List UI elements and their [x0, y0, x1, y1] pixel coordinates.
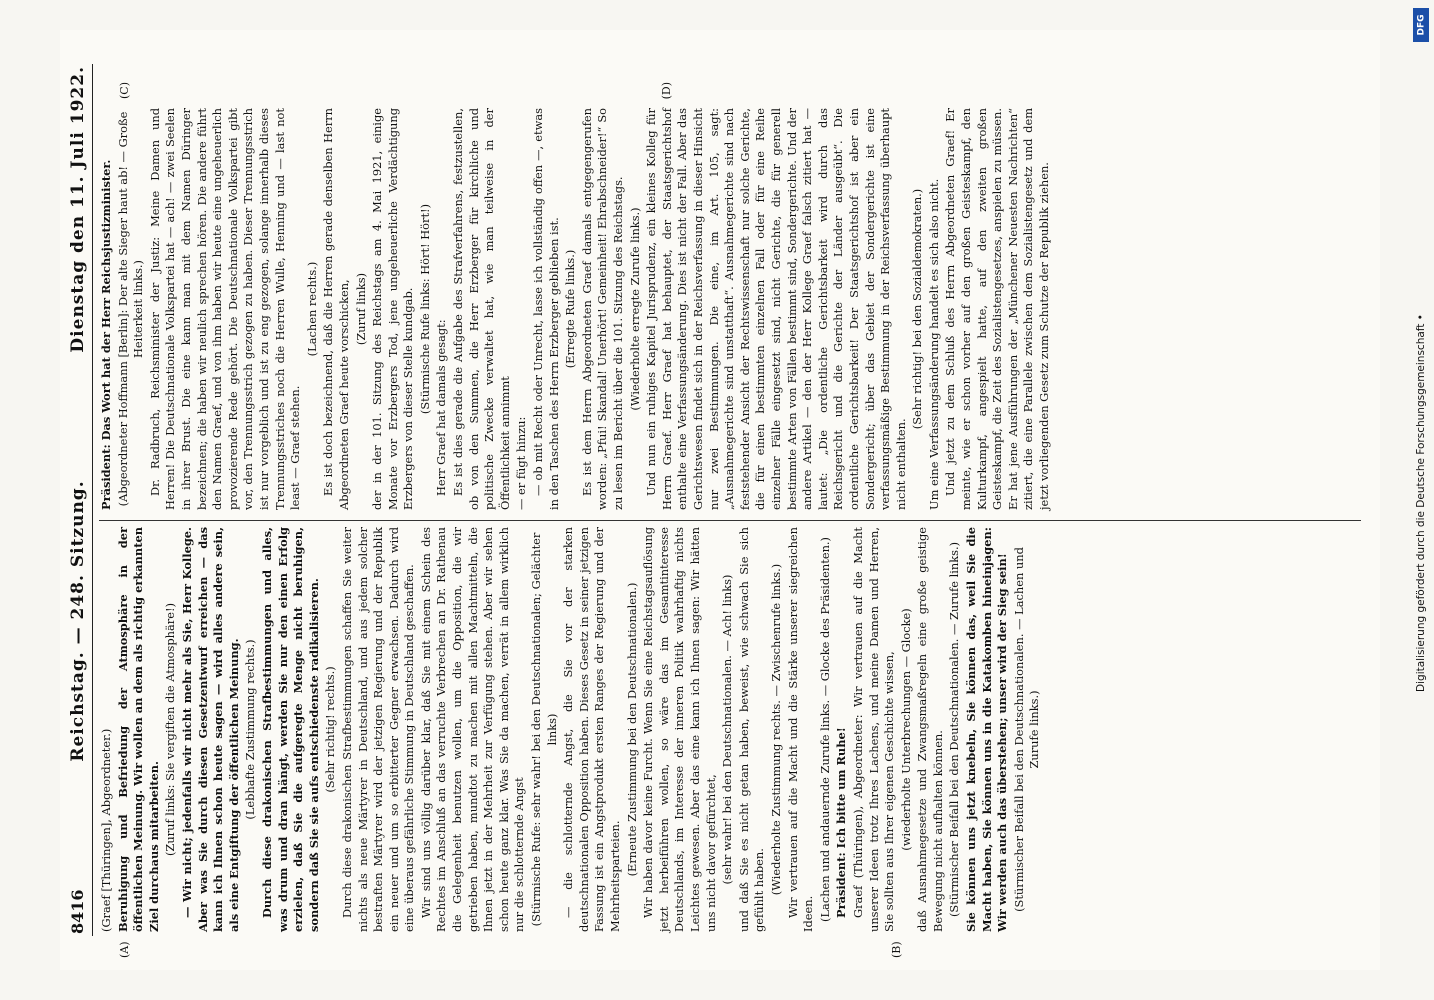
- paragraph: — Wir nicht; jedenfalls wir nicht mehr als Sie, Herr Kollege. Aber was Sie durch diesen Gesetzentwurf erreichen — das kann ich Ihnen schon heute sagen — wird alles andere sein, als eine Entgiftung der öffentlichen Meinung.: [179, 527, 241, 932]
- paragraph: (Zuruf links): [353, 272, 368, 346]
- page-title: Reichstag. — 248. Sitzung.: [68, 480, 88, 762]
- paragraph: (wiederholte Unterbrechungen — Glocke): [898, 608, 913, 851]
- paragraph: Wir vertrauen auf die Macht und die Stärke unserer siegreichen Ideen.: [785, 527, 816, 932]
- paragraph: (Graef [Thüringen], Abgeordneter.): [99, 728, 113, 932]
- paragraph: (Erneute Zustimmung bei den Deutschnationalen.): [624, 582, 639, 877]
- paragraph: (Erregte Rufe links.): [563, 249, 578, 369]
- paragraph: — er fügt hinzu:: [514, 416, 529, 510]
- margin-marker-c: (C): [118, 82, 131, 99]
- page-header: [68, 64, 93, 936]
- paragraph: Sie können uns jetzt knebeln, Sie können das, weil Sie die Macht haben, Sie können uns in die Katakomben hineinjagen: Wir werden auch das überstehen; unser wird der Sieg sein!: [964, 527, 1010, 932]
- left-column: [99, 520, 1361, 960]
- paragraph: — ob mit Recht oder Unrecht, lasse ich vollständig offen —, etwas in den Taschen des Herrn Erzberger geblieben ist.: [531, 108, 561, 510]
- paragraph: (Wiederholte Zustimmung rechts. — Zwischenrufe links.): [768, 563, 783, 896]
- paragraph: Präsident: Das Wort hat der Herr Reichsjustizminister.: [99, 159, 113, 510]
- text-columns: [99, 40, 1361, 960]
- paragraph: Es ist doch bezeichnend, daß die Herren gerade denselben Herrn Abgeordneten Graef heute vorschicken,: [321, 108, 351, 510]
- paragraph: Dr. Radbruch, Reichsminister der Justiz: Meine Damen und Herren! Die Deutschnationale Volkspartei hat — ach! — zwei Seelen in ihrer Brust. Die eine kann man mit dem Namen Düringer bezeichnen; die haben wir neulich sprechen hören. Die andere führt den Namen Graef, und von ihm haben wir heute eine ungeheuerlich provozierende Rede gehört. Die Deutschnationale Volkspartei gibt vor, den Trennungsstrich gezogen zu haben. Dieser Trennungsstrich ist nur vorgeblich und ist zu eng gezogen, solange innerhalb dieses Trennungsstriches noch die Herren Wulle, Henning und — last not least — Graef stehen.: [147, 108, 303, 510]
- paragraph: Herr Graef hat damals gesagt:: [434, 319, 449, 496]
- margin-marker-a: (A): [118, 941, 131, 958]
- paragraph: Beruhigung und Befriedung der Atmosphäre in der öffentlichen Meinung. Wir wollen an dem als richtig erkannten Ziel durchaus mitarbeiten.: [115, 527, 161, 932]
- paragraph: Durch diese drakonischen Strafbestimmungen schaffen Sie weiter nichts als neue Märtyrer in Deutschland, und aus jedem solcher bestraften Märtyrer wird der jetzigen Regierung und der Republik ein neuer und um so erbitterter Gegner erwachsen. Dadurch wird eine überaus gefährliche Stimmung in Deutschland geschaffen.: [339, 527, 417, 932]
- paragraph: Und jetzt zu dem Schluß des Herrn Abgeordneten Graef! Er meinte, wie er schon vorher auf den großen Geisteskampf, den Kulturkampf, angespielt hatte, auf den zweiten großen Geisteskampf, die Zeit des Sozialistengesetzes, anspielen zu müssen. Er hat jene Ausführungen der „Münchener Neuesten Nachrichten“ zitiert, die eine Parallele zwischen dem Sozialistengesetz und dem jetzt vorliegenden Gesetz zum Schutze der Republik ziehen.: [943, 108, 1052, 510]
- paragraph: Präsident: Ich bitte um Ruhe!: [834, 727, 849, 918]
- paragraph: — die schlotternde Angst, die Sie vor der starken deutschnationalen Opposition haben. Dieses Gesetz in seiner jetzigen Fassung ist ein Angstprodukt ersten Ranges der Regierung und der Mehrheitsparteien.: [561, 527, 622, 932]
- paragraph: Wir haben davor keine Furcht. Wenn Sie eine Reichstagsauflösung jetzt herbeiführen wollen, so wäre das im Gesamtinteresse Deutschlands, im Interesse der inneren Politik wahrhaftig nichts Leichtes gewesen. Aber das eine kann ich Ihnen sagen: Wir hätten uns nicht davor gefürchtet,: [641, 527, 718, 932]
- paragraph: (Sehr richtig! bei den Sozialdemokraten.): [910, 188, 925, 430]
- right-column: [99, 80, 1361, 520]
- page-number: 8416: [68, 889, 87, 934]
- paragraph: (Stürmischer Beifall bei den Deutschnationalen. — Lachen und Zurufe links.): [1011, 547, 1042, 912]
- paragraph: Durch diese drakonischen Strafbestimmungen und alles, was drum und dran hängt, werden Sie nur den einen Erfolg erzielen, daß Sie die aufgeregte Menge nicht beruhigen, sondern daß Sie sie aufs entschiedenste radikalisieren.: [259, 527, 321, 932]
- paragraph: daß Ausnahmegesetze und Zwangsmaßregeln eine große geistige Bewegung nicht aufhalten können.: [915, 527, 945, 932]
- paragraph: (Zuruf links: Sie vergiften die Atmosphäre!): [163, 602, 178, 857]
- digitization-watermark: [1410, 8, 1432, 998]
- paragraph: (Stürmische Rufe links: Hört! Hört!): [417, 203, 432, 415]
- session-date: Dienstag den 11. Juli 1922.: [68, 66, 88, 353]
- paragraph: Und nun ein ruhiges Kapitel Jurisprudenz, ein kleines Kolleg für Herrn Graef. Herr Graef hat behauptet, der Staatsgerichtshof enthalte eine Verfassungsänderung. Dies ist nicht der Fall. Aber das Gerichtswesen findet sich in der Reichsverfassung in dieser Hinsicht nur zwei Bestimmungen. Die eine, im Art. 105, sagt: „Ausnahmegerichte sind unstatthaft“. Ausnahmegerichte sind nach feststehender Ansicht der Rechtswissenschaft nur solche Gerichte, die für einen bestimmten einzelnen Fall oder für eine Reihe einzelner Fälle eingesetzt sind, nicht Gerichte, die für generell bestimmte Arten von Fällen bestimmt sind, Sondergerichte. Und der andere Artikel — den der Herr Kollege Graef falsch zitiert hat — lautet: „Die ordentliche Gerichtsbarkeit wird durch das Reichsgericht und die Gerichte der Länder ausgeübt“. Die ordentliche Gerichtsbarkeit! Der Staatsgerichtshof ist aber ein Sondergericht; über das Gebiet der Sondergerichte ist eine verfassungsmäßige Bestimmung in der Reichsverfassung überhaupt nicht enthalten.: [644, 108, 908, 510]
- paragraph: Wir sind uns völlig darüber klar, daß Sie mit einem Schein des Rechtes im Anschluß an das verruchte Verbrechen an Dr. Rathenau die Gelegenheit benutzen wollen, um die Opposition, die wir getrieben haben, mundtot zu machen mit allen Machtmitteln, die Ihnen jetzt in der Mehrheit zur Verfügung stehen. Aber wir sehen schon heute ganz klar. Was Sie da machen, verrät in allem wirklich nur die schlotternde Angst: [418, 527, 527, 932]
- dfg-logo: DFG: [1413, 8, 1429, 42]
- paragraph: (Sehr richtig! rechts.): [323, 666, 338, 793]
- paragraph: Um eine Verfassungsänderung handelt es sich also nicht.: [926, 178, 941, 510]
- paragraph: (Wiederholte erregte Zurufe links.): [627, 207, 642, 411]
- rotated-document-page: [60, 30, 1380, 970]
- paragraph: Es ist dies gerade die Aufgabe des Strafverfahrens, festzustellen, ob von den Summen, die Herr Erzberger für kirchliche und politische Zwecke verwaltet hat, wie man teilweise in der Öffentlichkeit annimmt: [451, 108, 512, 510]
- paragraph: Graef (Thüringen), Abgeordneter: Wir vertrauen auf die Macht unserer Ideen trotz Ihres Lachens, und meine Damen und Herren, Sie sollten aus Ihrer eigenen Geschichte wissen,: [850, 527, 897, 932]
- paragraph: der in der 101. Sitzung des Reichstags am 4. Mai 1921, einige Monate vor Erzbergers Tod, jene ungeheuerliche Verdächtigung Erzbergers von dieser Stelle kundgab.: [370, 108, 416, 510]
- paragraph: (Lebhafte Zustimmung rechts.): [243, 639, 258, 820]
- paragraph: (Stürmischer Beifall bei den Deutschnationalen. — Zurufe links.): [947, 541, 962, 918]
- watermark-text: Digitalisierung gefördert durch die Deutsche Forschungsgemeinschaft •: [1415, 314, 1427, 692]
- paragraph: (Abgeordneter Hoffmann [Berlin]: Der alte Sieger haut ab! — Große Heiterkeit links.): [115, 111, 146, 507]
- paragraph: (Lachen und andauernde Zurufe links. — Glocke des Präsidenten.): [817, 537, 832, 922]
- paragraph: (sehr wahr! bei den Deutschnationalen. — Ach! links): [720, 574, 735, 885]
- paragraph: (Lachen rechts.): [304, 261, 319, 357]
- margin-marker-b: (B): [890, 941, 903, 958]
- margin-marker-d: (D): [660, 82, 673, 100]
- paragraph: und daß Sie es nicht getan haben, beweist, wie schwach Sie sich gefühlt haben.: [736, 527, 767, 932]
- paragraph: Es ist dem Herrn Abgeordneten Graef damals entgegengerufen worden: „Pfui! Skandal! Unerhört! Gemeinheit! Ehrabschneider!“ So zu lesen im Bericht über die 101. Sitzung des Reichstags.: [579, 108, 625, 510]
- paragraph: (Stürmische Rufe: sehr wahr! bei den Deutschnationalen; Gelächter links): [529, 532, 559, 927]
